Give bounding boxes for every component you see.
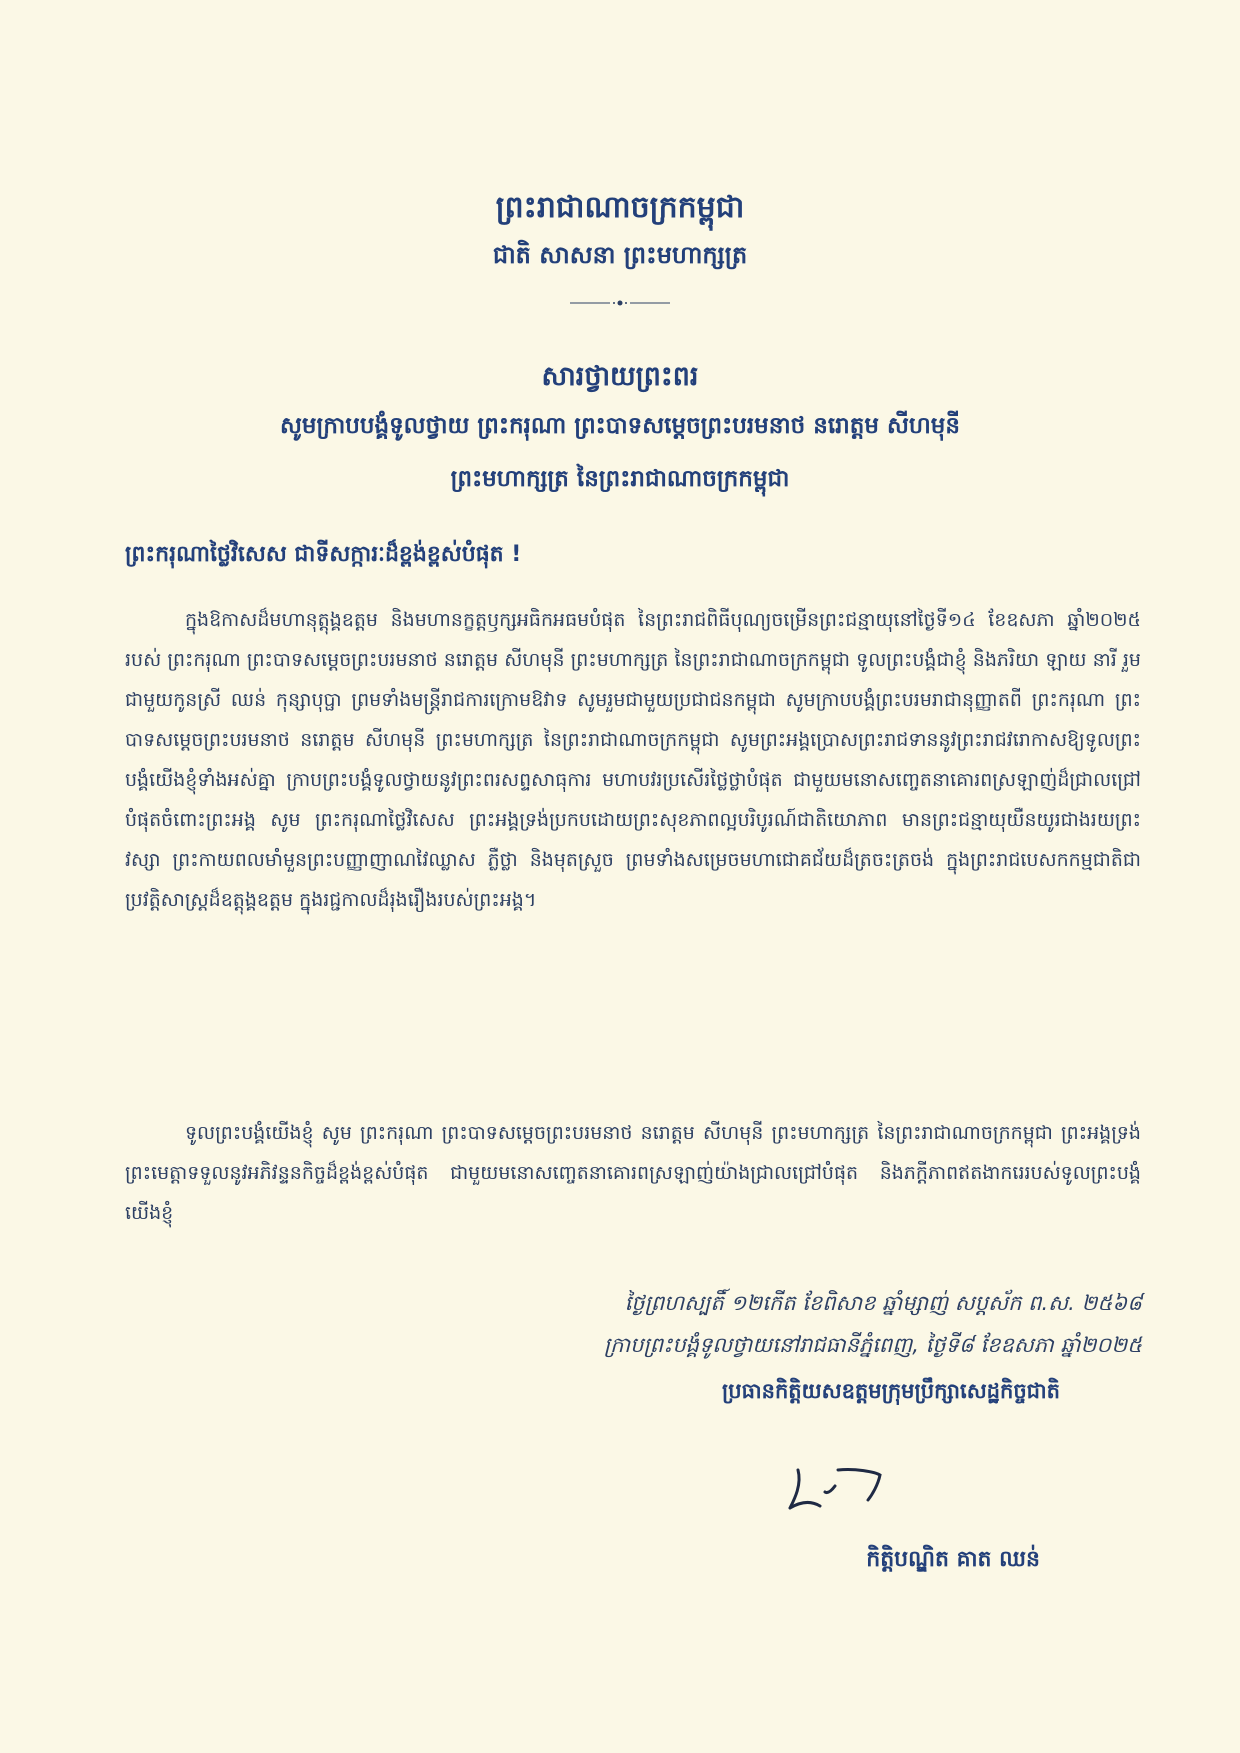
lunar-date: ថ្ងៃព្រហស្បតិ៍ ១២កើត ខែពិសាខ ឆ្នាំម្សាញ់ សប្តស័ក ព.ស. ២៥៦៨ bbox=[624, 1291, 1142, 1315]
salutation: ព្រះករុណាថ្លៃវិសេស ជាទីសក្ការៈដ៏ខ្ពង់ខ្ពស់បំផុត ! bbox=[125, 542, 522, 567]
kingdom-heading: ព្រះរាជាណាចក្រកម្ពុជា bbox=[495, 190, 745, 225]
handwritten-signature bbox=[780, 1450, 890, 1520]
recipient-line-2: ព្រះមហាក្សត្រ នៃព្រះរាជាណាចក្រកម្ពុជា bbox=[450, 466, 790, 492]
sender-title: ប្រធានកិត្តិយសឧត្តមក្រុមប្រឹក្សាសេដ្ឋកិច្ចជាតិ bbox=[722, 1379, 1060, 1403]
sender-name: កិត្តិបណ្ឌិត គាត ឈន់ bbox=[866, 1547, 1040, 1572]
place-and-date: ក្រាបព្រះបង្គំទូលថ្វាយនៅរាជធានីភ្នំពេញ, ថ្ងៃទី៨ ខែឧសភា ឆ្នាំ២០២៥ bbox=[603, 1333, 1142, 1357]
recipient-line-1: សូមក្រាបបង្គំទូលថ្វាយ ព្រះករុណា ព្រះបាទសម្តេចព្រះបរមនាថ នរោត្តម សីហមុនី bbox=[280, 413, 960, 439]
message-title: សារថ្វាយព្រះពរ bbox=[541, 361, 699, 392]
ornament-divider bbox=[570, 298, 670, 308]
national-motto: ជាតិ សាសនា ព្រះមហាក្សត្រ bbox=[492, 241, 748, 269]
body-paragraph-2: ទូលព្រះបង្គំយើងខ្ញុំ សូម ព្រះករុណា ព្រះបាទសម្តេចព្រះបរមនាថ នរោត្តម សីហមុនី ព្រះមហាក្សត្រ នៃព្រះរាជាណាចក្រកម្ពុជា ព្រះអង្គទ្រង់ព្រះមេត្តាទទួលនូវអភិវន្ទនកិច្ចដ៏ខ្ពង់ខ្ពស់បំផុត ជាមួយមនោសញ្ចេតនាគោរពស្រឡាញ់យ៉ាងជ្រាលជ្រៅបំផុត និងភក្តីភាពឥតងាករេរបស់ទូលព្រះបង្គំយើងខ្ញុំ bbox=[125, 1122, 1141, 1224]
body-paragraph-1: ក្នុងឱកាសដ៏មហានុត្តុង្គឧត្តម និងមហានក្ខត្តឫក្សអធិកអធមបំផុត នៃព្រះរាជពិធីបុណ្យចម្រើនព្រះជន្មាយុនៅថ្ងៃទី១៤ ខែឧសភា ឆ្នាំ២០២៥ របស់ ព្រះករុណា ព្រះបាទសម្តេចព្រះបរមនាថ នរោត្តម សីហមុនី ព្រះមហាក្សត្រ នៃព្រះរាជាណាចក្រកម្ពុជា ទូលព្រះបង្គំជាខ្ញុំ និងភរិយា ឡាយ នារី រួមជាមួយកូនស្រី ឈន់ កុន្សាបុប្ផា ព្រមទាំងមន្ត្រីរាជការក្រោមឱវាទ សូមរួមជាមួយប្រជាជនកម្ពុជា សូមក្រាបបង្គំព្រះបរមរាជានុញ្ញាតពី ព្រះករុណា ព្រះបាទសម្តេចព្រះបរមនាថ នរោត្តម សីហមុនី ព្រះមហាក្សត្រ នៃព្រះរាជាណាចក្រកម្ពុជា សូមព្រះអង្គប្រោសព្រះរាជទាននូវព្រះរាជវរោកាសឱ្យទូលព្រះបង្គំយើងខ្ញុំទាំងអស់គ្នា ក្រាបព្រះបង្គំទូលថ្វាយនូវព្រះពរសព្ទសាធុការ មហាបវរប្រសើរថ្លៃថ្លាបំផុត ជាមួយមនោសញ្ចេតនាគោរពស្រឡាញ់ដ៏ជ្រាលជ្រៅបំផុតចំពោះព្រះអង្គ សូម ព្រះករុណាថ្លៃវិសេស ព្រះអង្គទ្រង់ប្រកបដោយព្រះសុខភាពល្អបរិបូរណ៍ជាតិយោភាព មានព្រះជន្មាយុយឺនយូរជាងរយព្រះវស្សា ព្រះកាយពលមាំមួនព្រះបញ្ញាញាណវៃឈ្លាស ភ្លឺថ្លា និងមុតស្រួច ព្រមទាំងសម្រេចមហាជោគជ័យដ៏ត្រចះត្រចង់ ក្នុងព្រះរាជបេសកកម្មជាតិជាប្រវត្តិសាស្ត្រដ៏ឧត្តុង្គឧត្តម ក្នុងរជ្ជកាលដ៏រុងរឿងរបស់ព្រះអង្គ។ bbox=[125, 609, 1141, 911]
